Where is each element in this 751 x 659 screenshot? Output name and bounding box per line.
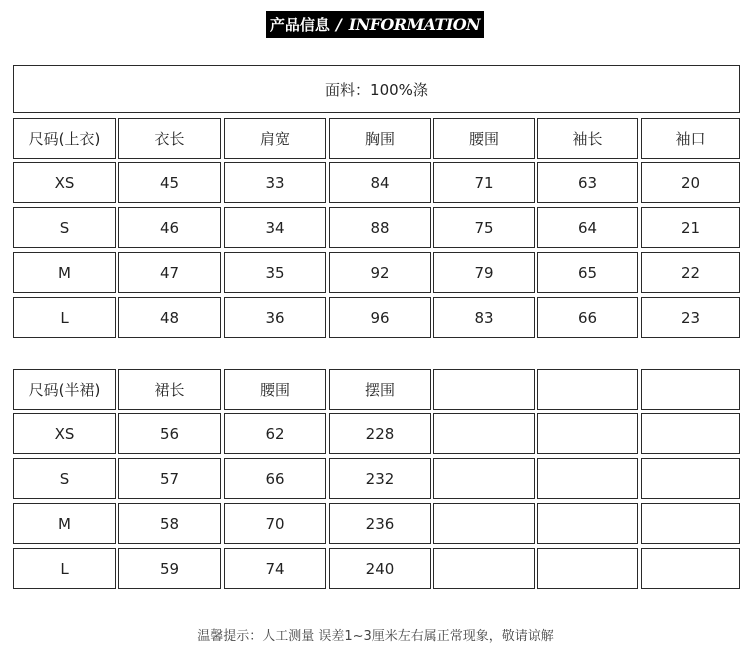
column-header-cell: 肩宽 — [224, 118, 326, 159]
measurement-cell: 88 — [329, 207, 431, 248]
measurement-cell: 75 — [433, 207, 535, 248]
measurement-cell: 74 — [224, 548, 326, 589]
measurement-cell — [537, 458, 638, 499]
column-header-cell — [641, 369, 740, 410]
measurement-cell: 240 — [329, 548, 431, 589]
size-header-cell: 尺码(上衣) — [13, 118, 116, 159]
size-label-cell: XS — [13, 162, 116, 203]
measurement-cell: 34 — [224, 207, 326, 248]
measurement-cell: 65 — [537, 252, 638, 293]
measurement-cell: 48 — [118, 297, 221, 338]
measurement-cell — [641, 548, 740, 589]
column-header-cell — [537, 369, 638, 410]
measurement-cell: 20 — [641, 162, 740, 203]
measurement-cell: 71 — [433, 162, 535, 203]
measurement-cell — [433, 458, 535, 499]
measurement-cell — [537, 413, 638, 454]
size-label-cell: XS — [13, 413, 116, 454]
column-header-cell — [433, 369, 535, 410]
measurement-cell: 58 — [118, 503, 221, 544]
fabric-row: 面料：100%涤 — [13, 65, 740, 113]
measurement-cell: 59 — [118, 548, 221, 589]
size-label-cell: S — [13, 207, 116, 248]
column-header-cell: 裙长 — [118, 369, 221, 410]
measurement-cell: 46 — [118, 207, 221, 248]
measurement-note: 温馨提示：人工测量 误差1~3厘米左右属正常现象，敬请谅解 — [197, 629, 554, 644]
size-label-cell: L — [13, 548, 116, 589]
banner-separator: / — [335, 15, 342, 34]
column-header-cell: 腰围 — [224, 369, 326, 410]
measurement-cell: 79 — [433, 252, 535, 293]
measurement-cell: 232 — [329, 458, 431, 499]
measurement-cell: 84 — [329, 162, 431, 203]
measurement-cell: 45 — [118, 162, 221, 203]
size-label-cell: L — [13, 297, 116, 338]
measurement-cell: 21 — [641, 207, 740, 248]
column-header-cell: 腰围 — [433, 118, 535, 159]
measurement-cell — [641, 458, 740, 499]
measurement-cell: 57 — [118, 458, 221, 499]
column-header-cell: 摆围 — [329, 369, 431, 410]
measurement-cell: 22 — [641, 252, 740, 293]
column-header-cell: 袖口 — [641, 118, 740, 159]
measurement-cell: 92 — [329, 252, 431, 293]
measurement-cell: 33 — [224, 162, 326, 203]
size-label-cell: M — [13, 252, 116, 293]
measurement-cell: 36 — [224, 297, 326, 338]
measurement-cell: 228 — [329, 413, 431, 454]
banner-title-cn: 产品信息 — [269, 16, 330, 34]
measurement-cell: 23 — [641, 297, 740, 338]
measurement-cell — [433, 548, 535, 589]
measurement-cell: 56 — [118, 413, 221, 454]
measurement-cell — [641, 503, 740, 544]
size-label-cell: S — [13, 458, 116, 499]
column-header-cell: 袖长 — [537, 118, 638, 159]
measurement-cell: 64 — [537, 207, 638, 248]
measurement-cell — [433, 413, 535, 454]
measurement-cell — [641, 413, 740, 454]
measurement-cell: 62 — [224, 413, 326, 454]
measurement-cell: 96 — [329, 297, 431, 338]
size-label-cell: M — [13, 503, 116, 544]
banner-title-en: INFORMATION — [348, 15, 481, 34]
measurement-cell — [537, 503, 638, 544]
measurement-cell: 35 — [224, 252, 326, 293]
measurement-cell: 70 — [224, 503, 326, 544]
measurement-cell: 66 — [224, 458, 326, 499]
measurement-cell: 83 — [433, 297, 535, 338]
measurement-cell: 63 — [537, 162, 638, 203]
measurement-cell: 66 — [537, 297, 638, 338]
size-header-cell: 尺码(半裙) — [13, 369, 116, 410]
column-header-cell: 衣长 — [118, 118, 221, 159]
info-banner — [266, 11, 484, 38]
column-header-cell: 胸围 — [329, 118, 431, 159]
measurement-cell: 236 — [329, 503, 431, 544]
measurement-cell: 47 — [118, 252, 221, 293]
measurement-cell — [537, 548, 638, 589]
measurement-cell — [433, 503, 535, 544]
